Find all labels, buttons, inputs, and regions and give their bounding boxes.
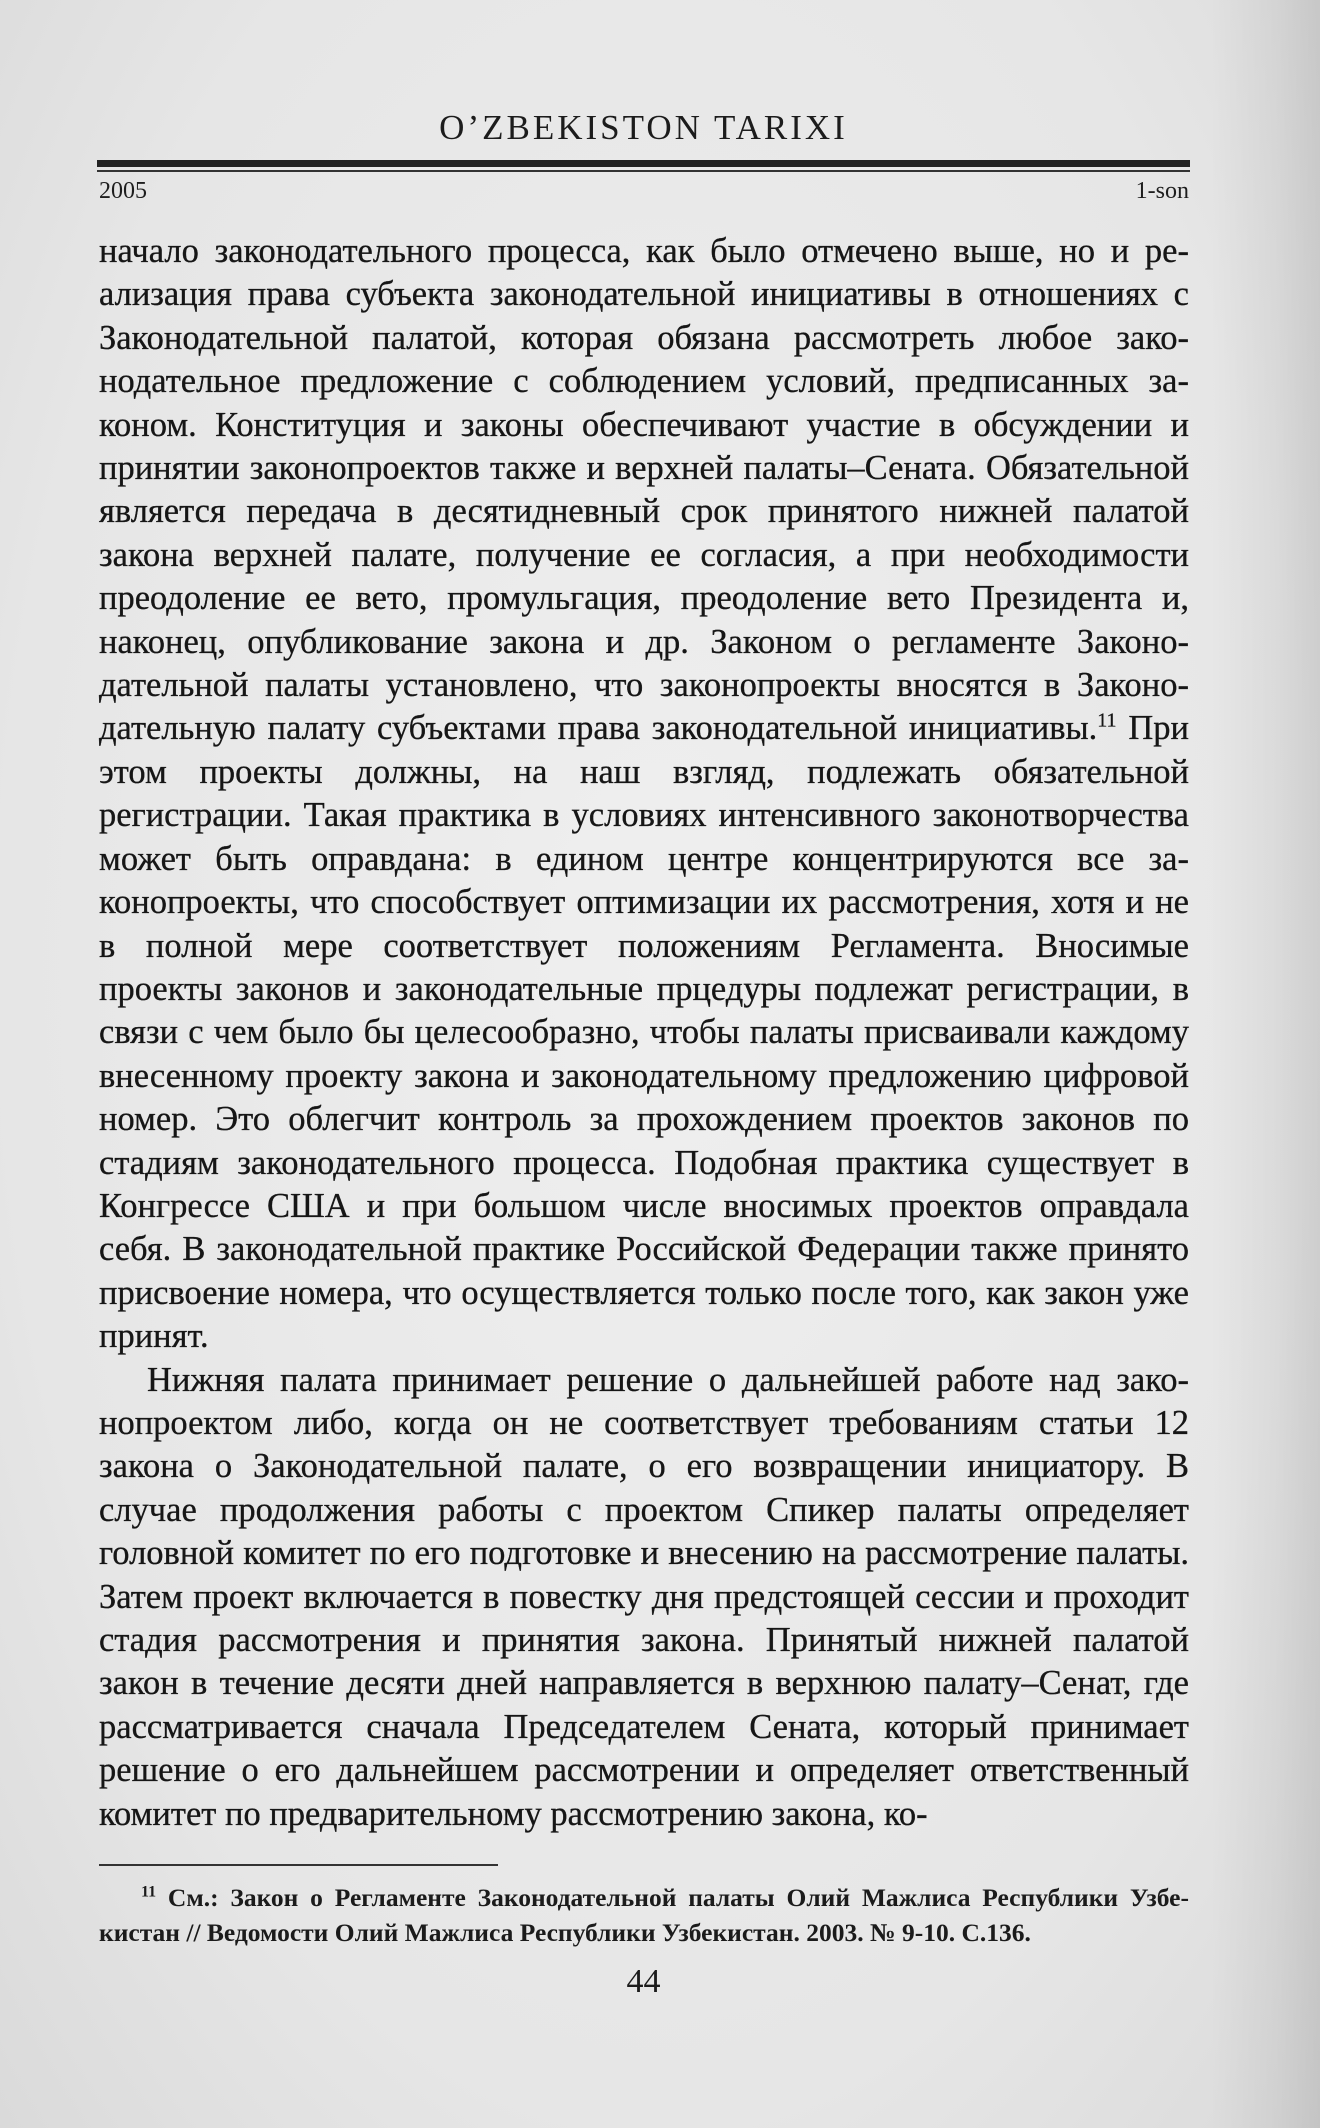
footnote-number: 11 <box>141 1883 157 1901</box>
issue-year: 2005 <box>99 178 147 204</box>
page-number: 44 <box>626 1963 661 2000</box>
page-spine-shadow <box>1210 0 1320 2128</box>
footnote-separator <box>99 1864 498 1866</box>
paragraph-1-text: начало законодательного процесса, как было отмечено выше, но и реализация права субъекта законодательной инициативы в отношениях с Законодательной палатой, которая обязана рассмотреть любое законодательное предложение с соблюдением условий, предписанных законом. Конституция и законы обеспечивают участие в обсуждении и принятии законопроектов также и верхней палаты–Сената. Обязательной является передача в десятидневный срок принятого нижней палатой закона верхней палате, получение ее согласия, а при необходимости преодоление ее вето, промульгация, преодоление вето Президента и, наконец, опубликование закона и др. Законом о регламенте Законодательной палаты установлено, что законопроекты вносятся в Законодательную палату субъектами права законодательной инициативы. <box>99 232 1189 748</box>
paragraph-1 <box>99 230 1189 1359</box>
footnote <box>99 1880 1189 1950</box>
journal-title: O’ZBEKISTON TARIXI <box>439 108 848 147</box>
header-rule-thick <box>97 160 1190 167</box>
footnote-reference: 11 <box>1097 709 1117 732</box>
issue-number: 1-son <box>1135 178 1189 204</box>
paragraph-1-continuation: При этом проекты должны, на наш взгляд, подлежать обязательной регистрации. Такая практика в условиях интенсивного законотворчества может быть оправдана: в едином центре концентрируются все законопроекты, что способствует оптимизации их рассмотрения, хотя и не в полной мере соответствует положениям Регламента. Вносимые проекты законов и законодательные прцедуры подлежат регистрации, в связи с чем было бы целесообразно, чтобы палаты присваивали каждому внесенному проекту закона и законодательному предложению цифровой номер. Это облегчит контроль за прохождением проектов законов по стадиям законодательного процесса. Подобная практика существует в Конгрессе США и при большом числе вносимых проектов оправдала себя. В законодательной практике Российской Федерации также принято присвоение номера, что осуществляется только после того, как закон уже принят. <box>99 709 1189 1356</box>
header-rule-thin <box>97 170 1190 172</box>
article-body <box>99 230 1189 1836</box>
paragraph-2: Нижняя палата принимает решение о дальнейшей работе над законопроектом либо, когда он не соответствует требованиям статьи 12 закона о Законодательной палате, о его возвращении инициатору. В случае продолжения работы с проектом Спикер палаты определяет головной комитет по его подготовке и внесению на рассмотрение палаты. Затем проект включается в повестку дня предстоящей сессии и проходит стадия рассмотрения и принятия закона. Принятый нижней палатой закон в течение десяти дней направляется в верхнюю палату–Сенат, где рассматривается сначала Председателем Сената, который принимает решение о его дальнейшем рассмотрении и определяет ответственный комитет по предварительному рассмотрению закона, ко- <box>99 1360 1189 1833</box>
footnote-text: См.: Закон о Регламенте Законодательной палаты Олий Мажлиса Республики Узбекистан // Ведомости Олий Мажлиса Республики Узбекистан. 2003. № 9-10. С.136. <box>99 1883 1189 1947</box>
